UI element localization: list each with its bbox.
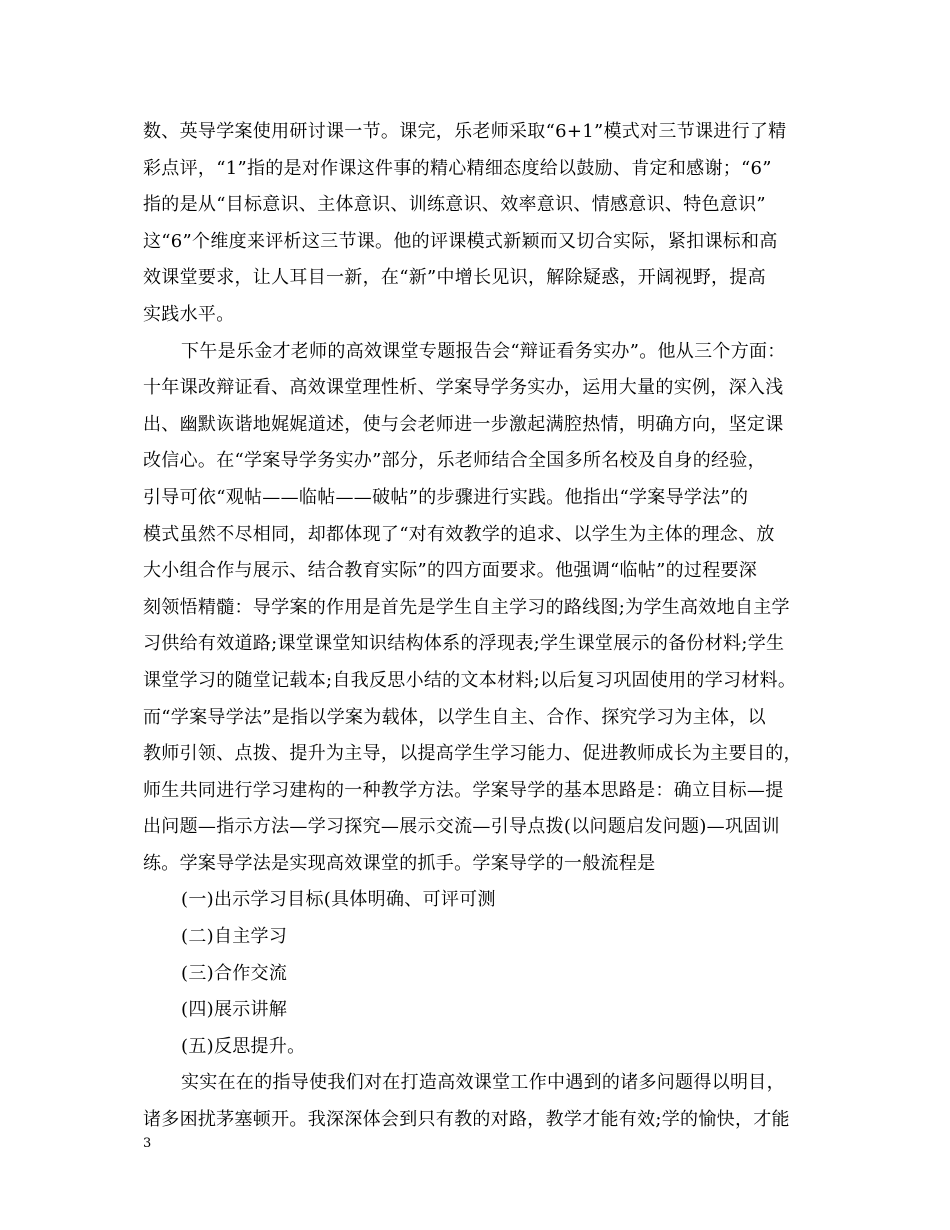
text-line: (一)出示学习目标(具体明确、可评可测 — [181, 889, 496, 911]
text-line: 指的是从“目标意识、主体意识、训练意识、效率意识、情感意识、特色意识” — [143, 194, 766, 216]
body-text — [143, 114, 813, 1139]
text-line: (四)展示讲解 — [181, 999, 288, 1021]
text-line: 彩点评，“1”指的是对作课这件事的精心精细态度给以鼓励、肯定和感谢；“6” — [143, 157, 772, 179]
text-line: 十年课改辩证看、高效课堂理性析、学案导学务实办，运用大量的实例，深入浅 — [143, 377, 784, 399]
text-line: 改信心。在“学案导学务实办”部分，乐老师结合全国多所名校及自身的经验， — [143, 450, 766, 472]
text-line: 刻领悟精髓：导学案的作用是首先是学生自主学习的路线图;为学生高效地自主学 — [143, 596, 790, 618]
text-line: (二)自主学习 — [181, 926, 288, 948]
text-line: 课堂学习的随堂记载本;自我反思小结的文本材料;以后复习巩固使用的学习材料。 — [143, 669, 797, 691]
text-line: 这“6”个维度来评析这三节课。他的评课模式新颖而又切合实际，紧扣课标和高 — [143, 230, 778, 252]
text-line: 而“学案导学法”是指以学案为载体，以学生自主、合作、探究学习为主体，以 — [143, 706, 766, 728]
text-line: 数、英导学案使用研讨课一节。课完，乐老师采取“6+1”模式对三节课进行了精 — [143, 121, 787, 142]
text-line: 习供给有效道路;课堂课堂知识结构体系的浮现表;学生课堂展示的备份材料;学生 — [143, 633, 785, 655]
text-line: 模式虽然不尽相同，却都体现了“对有效教学的追求、以学生为主体的理念、放 — [143, 523, 775, 545]
text-line: 出问题—指示方法—学习探究—展示交流—引导点拨(以问题启发问题)—巩固训 — [143, 816, 780, 838]
text-line: 引导可依“观帖——临帖——破帖”的步骤进行实践。他指出“学案导学法”的 — [143, 486, 749, 508]
text-line: (三)合作交流 — [181, 962, 288, 984]
text-line: 师生共同进行学习建构的一种教学方法。学案导学的基本思路是：确立目标—提 — [143, 779, 784, 801]
text-line: 出、幽默诙谐地娓娓道述，使与会老师进一步激起满腔热情，明确方向，坚定课 — [143, 413, 784, 435]
text-line: (五)反思提升。 — [181, 1035, 306, 1057]
text-line: 下午是乐金才老师的高效课堂专题报告会“辩证看务实办”。他从三个方面： — [181, 340, 786, 362]
text-line: 教师引领、点拨、提升为主导，以提高学生学习能力、促进教师成长为主要目的， — [143, 743, 802, 765]
text-line: 效课堂要求，让人耳目一新，在“新”中增长见识，解除疑惑，开阔视野，提高 — [143, 267, 766, 289]
text-line: 实实在在的指导使我们对在打造高效课堂工作中遇到的诸多问题得以明目， — [181, 1072, 785, 1094]
text-line: 练。学案导学法是实现高效课堂的抓手。学案导学的一般流程是 — [143, 852, 656, 874]
page-number: 3 — [143, 1136, 152, 1151]
text-line: 诸多困扰茅塞顿开。我深深体会到只有教的对路，教学才能有效;学的愉快，才能 — [143, 1109, 790, 1131]
text-line: 大小组合作与展示、结合教育实际”的四方面要求。他强调“临帖”的过程要深 — [143, 560, 758, 582]
text-line: 实践水平。 — [143, 303, 235, 325]
